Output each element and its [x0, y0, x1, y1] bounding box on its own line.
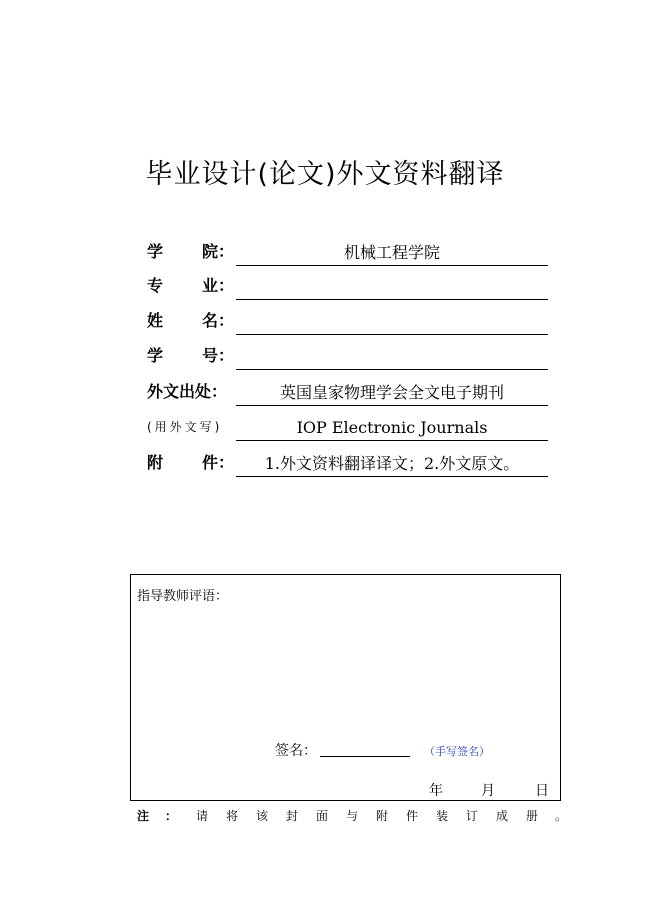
- signature-label: 签名：: [275, 743, 317, 759]
- field-underline: [236, 450, 548, 477]
- note-char: 装: [436, 809, 449, 823]
- note-char: 该: [256, 809, 269, 823]
- field-label: 名：: [202, 311, 235, 330]
- date-day: 日: [535, 783, 549, 799]
- note-char: 。: [555, 809, 568, 823]
- note-char: 注: [137, 809, 150, 823]
- field-label: 件：: [202, 453, 235, 472]
- field-underline: [236, 414, 548, 441]
- note-char: 与: [346, 809, 359, 823]
- note-char: 件: [406, 809, 419, 823]
- field-label: 学: [147, 346, 164, 365]
- date-year: 年: [429, 783, 443, 799]
- field-value: 英国皇家物理学会全文电子期刊: [279, 383, 504, 402]
- field-label: 号：: [202, 346, 235, 365]
- date-month: 月: [481, 783, 495, 799]
- note-char: 封: [286, 809, 299, 823]
- field-value: 机械工程学院: [343, 243, 440, 262]
- note-char: 成: [496, 809, 509, 823]
- note-char: 订: [466, 809, 479, 823]
- note-char: ：: [165, 809, 178, 823]
- field-value: IOP Electronic Journals: [296, 418, 488, 437]
- field-label: (用外文写): [147, 420, 223, 434]
- field-label: 专: [147, 276, 164, 295]
- note-char: 将: [226, 809, 239, 823]
- advisor-comment-label: 指导教师评语：: [137, 589, 229, 604]
- field-label: 附: [147, 453, 164, 472]
- field-value: 1.外文资料翻译译文；2.外文原文。: [264, 454, 520, 473]
- field-underline: [236, 343, 548, 370]
- note-char: 附: [376, 809, 389, 823]
- field-label: 外文出处：: [147, 382, 228, 401]
- field-label: 院：: [202, 242, 235, 261]
- note-char: 请: [196, 809, 209, 823]
- advisor-comment-box: [130, 574, 561, 801]
- field-underline: [236, 308, 548, 335]
- signature-line: [320, 756, 410, 757]
- page-title: 毕业设计(论文)外文资料翻译: [145, 159, 505, 190]
- field-label: 姓: [147, 311, 164, 330]
- signature-hint: （手写签名）: [424, 745, 490, 758]
- field-underline: [236, 273, 548, 300]
- field-label: 业：: [202, 276, 235, 295]
- note-char: 册: [526, 809, 539, 823]
- field-underline: [236, 379, 548, 406]
- note-char: 面: [316, 809, 329, 823]
- binding-note: [137, 807, 568, 825]
- field-label: 学: [147, 242, 164, 261]
- field-underline: [236, 239, 548, 266]
